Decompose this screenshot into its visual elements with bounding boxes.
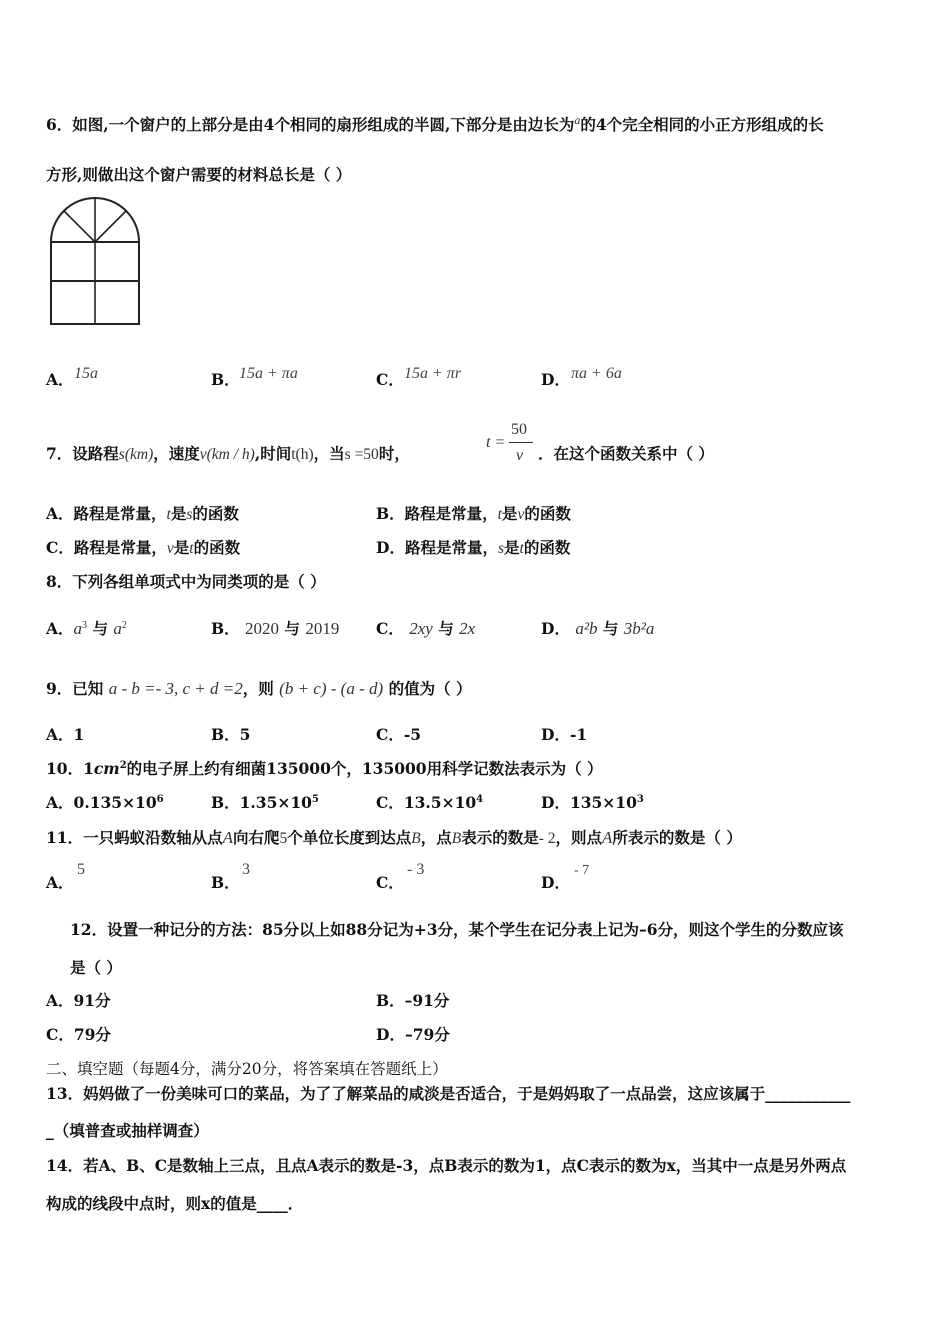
window-radius-left [64,211,95,242]
q7-suffix: ．在这个函数关系中（ ） [538,444,714,463]
q11-option-d-label: D． [541,873,570,892]
section-heading: 二、填空题（每题4分，满分20分，将答案填在答题纸上） [46,1060,448,1078]
q11-option-a-value: 5 [77,861,85,878]
q8-option-c: C． 2xy 与 2x [376,619,476,638]
q11-option-d-value: - 7 [574,863,590,878]
q11-option-b-label: B． [211,873,240,892]
q11-option-b-value: 3 [242,861,250,878]
q9-option-d: D．-1 [541,725,588,744]
q6-line2: 方形,则做出这个窗户需要的材料总长是（ ） [46,165,352,184]
q6-option-c-label: C． [376,370,404,389]
q11-stem: 11．一只蚂蚁沿数轴从点A向右爬5个单位长度到达点B，点B表示的数是- 2，则点A所表示的数是（ ） [46,828,742,847]
q13-line1: 13．妈妈做了一份美味可口的菜品，为了了解菜品的咸淡是否适合，于是妈妈取了一点品尝，这应该属于___________ [46,1084,851,1103]
q9-expression: (b + c) - (a - d) [279,679,384,698]
q11-option-c-label: C． [376,873,404,892]
q7-s-eq: s =50 [344,446,379,463]
q8-option-b: B． 2020 与 2019 [211,619,340,638]
q7-option-a: A．路程是常量，t是s的函数 [46,504,239,523]
q14-line1: 14．若A、B、C是数轴上三点，且点A表示的数是-3，点B表示的数为1，点C表示的数为x，当其中一点是另外两点 [46,1156,847,1175]
q7-v-unit: v(km / h) [199,446,255,463]
window-figure [48,196,142,328]
q12-option-c: C．79分 [46,1025,111,1044]
window-radius-right [95,211,126,242]
q6-line1: 6．如图,一个窗户的上部分是由4个相同的扇形组成的半圆,下部分是由边长为$^a$的4个完全相同的小正方形组成的长 [46,113,824,134]
q11-option-a-label: A． [46,873,74,892]
q7-t-unit: t(h) [291,446,314,463]
q8-stem: 8．下列各组单项式中为同类项的是（ ） [46,572,326,591]
q6-var-a: a [574,113,581,127]
q9-stem: 9．已知 a - b =- 3, c + d =2，则 (b + c) - (a - d) 的值为（ ） [46,679,472,698]
q14-line2: 构成的线段中点时，则x的值是____． [46,1194,304,1213]
q6-option-b-label: B． [211,370,240,389]
q7-option-b: B．路程是常量，t是v的函数 [376,504,571,523]
q12-option-a: A．91分 [46,991,111,1010]
q12-option-b: B．–91分 [376,991,450,1010]
q10-option-b: B．$1.35\times 10^5$ [211,793,319,813]
q10-option-d: D．$135\times 10^3$ [541,793,644,813]
q7-stem: 7．设路程s(km)，速度v(km / h),时间t(h)，当s =50时， [46,444,410,463]
q7-frac-lhs: t = [486,434,506,451]
q10-option-a: A．$0.135\times 10^6$ [46,793,164,813]
q9-option-a: A．1 [46,725,85,744]
q6-option-d-label: D． [541,370,570,389]
q6-option-a-value: 15a [74,365,98,382]
q6-option-b-value: 15a + πa [239,365,298,382]
q9-option-b: B．5 [211,725,251,744]
q6-option-a-label: A． [46,370,74,389]
q13-line2: _（填普查或抽样调查） [46,1121,209,1140]
q12-option-d: D．–79分 [376,1025,450,1044]
q8-option-d: D． a²b 与 3b²a [541,619,655,638]
q12-line1: 12．设置一种记分的方法：85分以上如88分记为+3分，某个学生在记分表上记为–6分，则这个学生的分数应该 [70,920,844,939]
q8-option-a: A．$a^3$ 与 $a^2$ [46,619,127,638]
q9-option-c: C．-5 [376,725,422,744]
q11-option-c-value: - 3 [407,861,425,878]
q7-frac-num: 50 [511,421,527,438]
q7-frac-den: v [516,447,524,464]
q7-option-c: C．路程是常量，v是t的函数 [46,538,241,557]
q10-stem: 10．$1cm^2$的电子屏上约有细菌135000个，135000用科学记数法表示为（ ） [46,759,603,779]
q12-line2: 是（ ） [70,958,122,977]
q6-option-c-value: 15a + πr [404,365,462,382]
q7-frac-bar [509,442,533,443]
q10-option-c: C．$13.5\times 10^4$ [376,793,484,813]
q6-option-d-value: πa + 6a [571,365,622,382]
q9-condition: a - b =- 3, c + d =2 [108,679,243,698]
q7-s-unit: s(km) [118,446,154,463]
q7-option-d: D．路程是常量，s是t的函数 [376,538,571,557]
